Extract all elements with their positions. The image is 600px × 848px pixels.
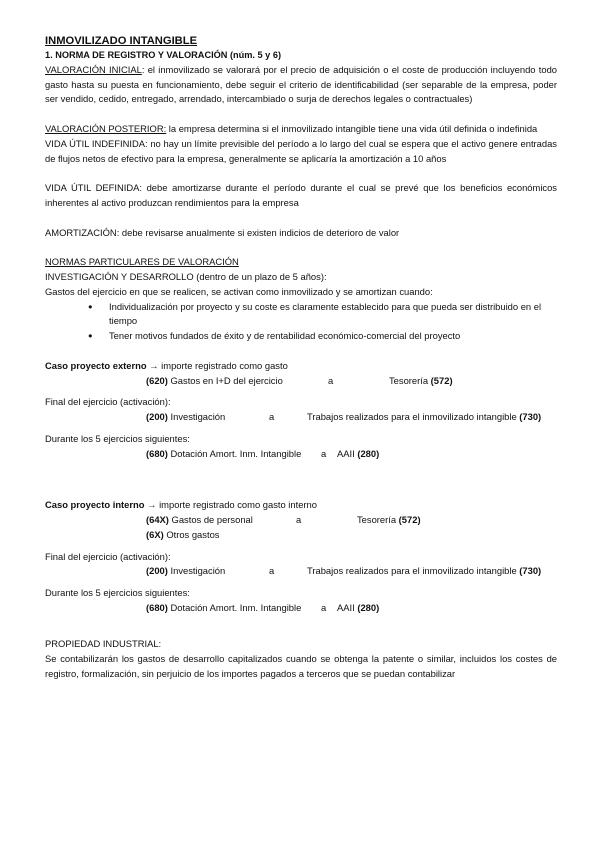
vida-util-definida-paragraph: VIDA ÚTIL DEFINIDA: debe amortizarse durante el período durante el cual se prevé que los beneficios económicos inherentes al activo produzcan rendimientos para la empresa xyxy=(45,182,557,208)
final-ejercicio-label: Final del ejercicio (activación): xyxy=(45,550,171,562)
journal-entry-row: (200) Investigación a Trabajos realizados para el inmovilizado intangible (730) xyxy=(146,411,542,423)
journal-entry-row: (680) Dotación Amort. Inm. Intangible a AAII (280) xyxy=(146,447,380,459)
gastos-intro: Gastos del ejercicio en que se realicen, se activan como inmovilizado y se amortizan cuando: xyxy=(45,285,433,297)
normas-particulares-heading: NORMAS PARTICULARES DE VALORACIÓN xyxy=(45,256,239,268)
list-item: ● Tener motivos fundados de éxito y de rentabilidad económico-comercial del proyecto xyxy=(45,329,557,344)
investigacion-desarrollo-heading: INVESTIGACIÓN Y DESARROLLO (dentro de un plazo de 5 años): xyxy=(45,270,327,282)
journal-entry-row: (620) Gastos en I+D del ejercicio a Tesorería (572) xyxy=(146,374,453,386)
final-ejercicio-label: Final del ejercicio (activación): xyxy=(45,396,171,408)
amortizacion-paragraph: AMORTIZACIÓN: debe revisarse anualmente si existen indicios de deterioro de valor xyxy=(45,226,400,238)
durante-ejercicios-label: Durante los 5 ejercicios siguientes: xyxy=(45,432,190,444)
propiedad-industrial-text: Se contabilizarán los gastos de desarrollo capitalizados cuando se obtenga la patente o similar, incluidos los costes de registro, formalización, sin perjuicio de los importes pagados a terceros que se puedan contabilizar xyxy=(45,653,557,680)
journal-entry-row: (64X) Gastos de personal a Tesorería (572) xyxy=(146,513,421,525)
vida-util-indefinida-paragraph: VIDA ÚTIL INDEFINIDA: no hay un límite previsible del período a lo largo del cual se espera que el activo genere entradas de flujos netos de efectivo para la empresa, generalmente se aplicaría la amortización a 10 años xyxy=(45,137,557,164)
valoracion-posterior-text: la empresa determina si el inmovilizado intangible tiene una vida útil definida o indefinida xyxy=(166,122,538,134)
caso-externo-heading: Caso proyecto externo → importe registrado como gasto xyxy=(45,359,288,371)
journal-entry-row: (200) Investigación a Trabajos realizados para el inmovilizado intangible (730) xyxy=(146,565,542,577)
propiedad-industrial-heading: PROPIEDAD INDUSTRIAL: xyxy=(45,638,162,650)
caso-interno-heading: Caso proyecto interno → importe registrado como gasto interno xyxy=(45,499,317,511)
criteria-list xyxy=(45,300,557,344)
valoracion-inicial-paragraph xyxy=(45,63,557,107)
list-item: ● Individualización por proyecto y su coste es claramente establecido para que pueda ser distribuido en el tiempo xyxy=(45,300,557,330)
valoracion-posterior-paragraph xyxy=(45,122,557,137)
document-page xyxy=(45,34,557,682)
section-subtitle: 1. NORMA DE REGISTRO Y VALORACIÓN (núm. 5 y 6) xyxy=(45,50,282,60)
valoracion-inicial-text: : el inmovilizado se valorará por el precio de adquisición o el coste de producción incluyendo todo gasto hasta su puesta en funcionamiento, debe seguir el criterio de identificabilidad (ser separable de la empresa, poder ser vendido, cedido, entregado, arrendado, intercambiado o surja de derechos legales o contractuales) xyxy=(45,63,557,105)
journal-entry-row: (6X) Otros gastos xyxy=(146,528,220,540)
journal-entry-row: (680) Dotación Amort. Inm. Intangible a AAII (280) xyxy=(146,601,380,613)
valoracion-posterior-label: VALORACIÓN POSTERIOR: xyxy=(45,122,167,134)
durante-ejercicios-label: Durante los 5 ejercicios siguientes: xyxy=(45,587,190,599)
document-title: INMOVILIZADO INTANGIBLE xyxy=(45,35,198,47)
valoracion-inicial-label: VALORACIÓN INICIAL xyxy=(45,63,142,75)
